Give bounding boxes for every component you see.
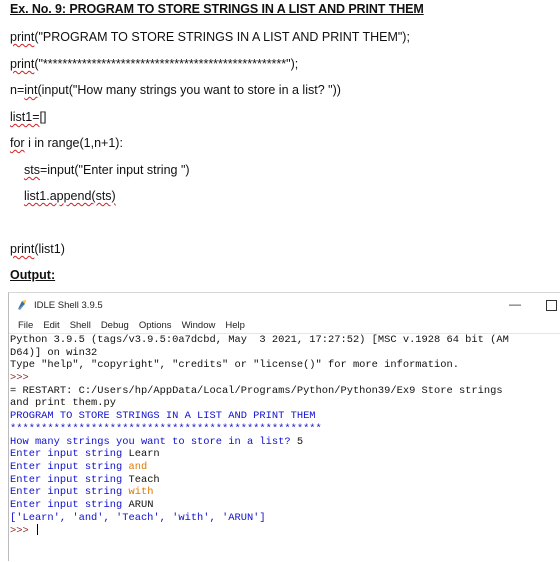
shell-text: Enter input string [10, 473, 129, 486]
shell-line [10, 436, 560, 449]
shell-text: = RESTART: C:/Users/hp/AppData/Local/Programs/Python/Python39/Ex9 Store strings [10, 384, 503, 397]
shell-text: Enter input string [10, 498, 129, 511]
shell-line [10, 486, 560, 499]
shell-text: Enter input string [10, 460, 129, 473]
title-bar[interactable] [9, 293, 560, 317]
shell-text: ['Learn', 'and', 'Teach', 'with', 'ARUN'] [10, 511, 266, 524]
shell-line [10, 524, 560, 537]
shell-line [10, 385, 560, 398]
shell-line [10, 359, 560, 372]
shell-text: D64)] on win32 [10, 346, 98, 359]
shell-text: 5 [296, 435, 304, 448]
shell-text: and [128, 460, 148, 473]
code-line-2: print("**************************************************"); [10, 57, 299, 71]
menu-edit[interactable]: Edit [43, 319, 60, 331]
shell-text: >>> [10, 525, 35, 538]
shell-text: Enter input string [10, 448, 129, 461]
shell-text: Learn [128, 448, 160, 461]
menu-bar [9, 317, 560, 333]
shell-line [10, 334, 560, 347]
shell-text: Type "help", "copyright", "credits" or "license()" for more information. [10, 359, 459, 372]
shell-line [10, 347, 560, 360]
code-line-6: sts=input("Enter input string ") [24, 163, 190, 177]
shell-text: ************************************************** [10, 422, 322, 435]
code-line-4: list1=[] [10, 110, 47, 124]
minimize-button[interactable]: — [509, 297, 521, 311]
python-idle-icon [15, 298, 29, 312]
shell-text: with [128, 486, 154, 499]
shell-text: How many strings you want to store in a list? [10, 435, 297, 448]
maximize-button[interactable] [546, 300, 557, 311]
shell-output-area[interactable] [9, 333, 560, 562]
shell-line [10, 474, 560, 487]
shell-line [10, 397, 560, 410]
shell-line [10, 499, 560, 512]
code-line-7: list1.append(sts) [24, 189, 116, 203]
shell-text: >>> [10, 372, 35, 385]
menu-help[interactable]: Help [225, 319, 245, 331]
exercise-heading: Ex. No. 9: PROGRAM TO STORE STRINGS IN A LIST AND PRINT THEM [10, 2, 424, 16]
menu-shell[interactable]: Shell [69, 319, 91, 331]
menu-options[interactable]: Options [138, 319, 172, 331]
window-title: IDLE Shell 3.9.5 [34, 299, 103, 311]
shell-line [10, 372, 560, 385]
shell-line [10, 410, 560, 423]
text-cursor [37, 524, 39, 535]
shell-line [10, 448, 560, 461]
code-line-5: for i in range(1,n+1): [10, 136, 123, 150]
shell-text: Enter input string [10, 486, 129, 499]
shell-line [10, 461, 560, 474]
output-label: Output: [10, 268, 56, 282]
shell-text: ARUN [128, 498, 154, 511]
shell-text: Python 3.9.5 (tags/v3.9.5:0a7dcbd, May 3 2021, 17:27:52) [MSC v.1928 64 bit (AM [10, 334, 509, 346]
idle-shell-window [8, 292, 560, 561]
shell-text: and print them.py [10, 397, 117, 410]
shell-text: PROGRAM TO STORE STRINGS IN A LIST AND PRINT THEM [10, 410, 316, 423]
shell-line [10, 423, 560, 436]
code-line-1: print("PROGRAM TO STORE STRINGS IN A LIST AND PRINT THEM"); [10, 30, 410, 44]
shell-text: Teach [128, 473, 160, 486]
code-line-3: n=int(input("How many strings you want to store in a list? ")) [10, 83, 341, 97]
menu-debug[interactable]: Debug [100, 319, 129, 331]
code-line-8: print(list1) [10, 242, 65, 256]
menu-file[interactable]: File [18, 319, 34, 331]
shell-line [10, 512, 560, 525]
menu-window[interactable]: Window [181, 319, 216, 331]
